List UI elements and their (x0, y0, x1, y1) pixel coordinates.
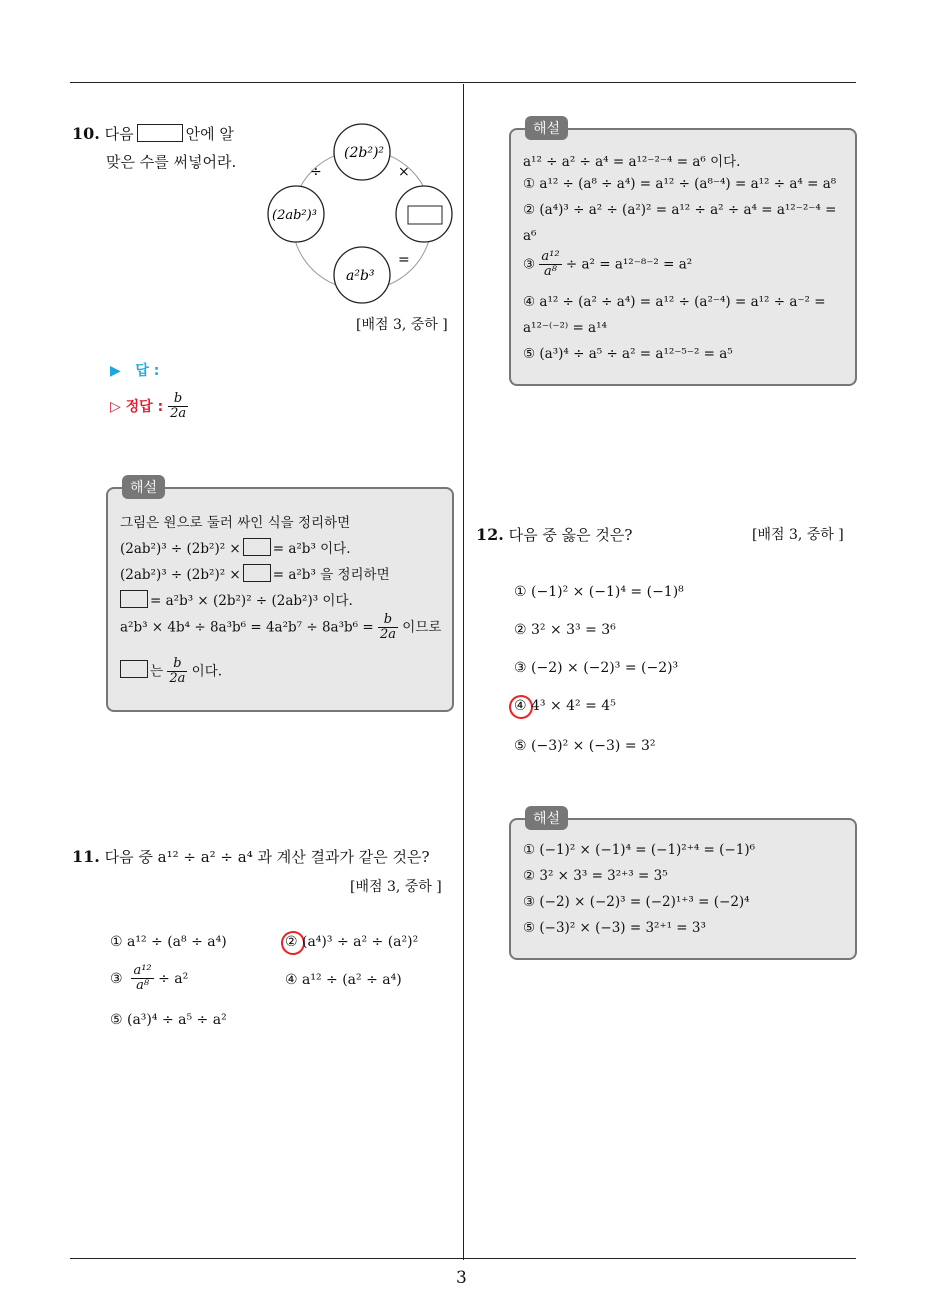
q11-number: 11. (72, 847, 100, 866)
q11-option-3[interactable]: ③ $\frac{\text{a¹²}}{\text{a⁸}}$ ÷ a² (110, 963, 189, 994)
q11-option-1[interactable]: ① a¹² ÷ (a⁸ ÷ a⁴) (110, 934, 227, 950)
bottom-rule (70, 1258, 856, 1259)
q12-option-1[interactable]: ① (−1)² × (−1)⁴ = (−1)⁸ (514, 584, 684, 600)
q11-text: 다음 중 a¹² ÷ a² ÷ a⁴ 과 계산 결과가 같은 것은? (104, 848, 430, 866)
diagram-left-label: (2ab²)³ (272, 208, 317, 223)
diagram-top-label: (2b²)² (344, 145, 385, 161)
q11-sol-line4: a⁶ (523, 228, 537, 244)
q12-sol-line1: ① (−1)² × (−1)⁴ = (−1)²⁺⁴ = (−1)⁶ (523, 842, 755, 858)
q12-sol-line4: ⑤ (−3)² × (−3) = 3²⁺¹ = 3³ (523, 920, 706, 936)
q10-sol-line1: 그림은 원으로 둘러 싸인 식을 정리하면 (120, 515, 351, 531)
q10-sol-line4: = a²b³ × (2b²)² ÷ (2ab²)³ 이다. (120, 589, 353, 609)
q11-option-5[interactable]: ⑤ (a³)⁴ ÷ a⁵ ÷ a² (110, 1012, 227, 1028)
q12-score: [배점 3, 중하 ] (752, 527, 844, 543)
q10-text-a: 다음 (104, 125, 134, 143)
q12-option-4[interactable]: ④ 4³ × 4² = 4⁵ (514, 698, 616, 714)
q12-solution-tab: 해설 (525, 806, 568, 830)
q11-option-2[interactable]: ② (a⁴)³ ÷ a² ÷ (a²)² (285, 934, 419, 950)
q10-sol-line2: (2ab²)³ ÷ (2b²)² × = a²b³ 이다. (120, 537, 351, 557)
diagram-answer-box (408, 206, 442, 224)
q12-number: 12. (476, 525, 504, 544)
q12-text: 다음 중 옳은 것은? (508, 526, 633, 544)
q10-score: [배점 3, 중하 ] (356, 317, 448, 333)
q12-solution-box (509, 811, 857, 960)
q11-question (72, 846, 430, 867)
diagram-bottom-label: a²b³ (346, 268, 375, 284)
q10-correct-line (110, 392, 188, 422)
q11-sol-line2: ① a¹² ÷ (a⁸ ÷ a⁴) = a¹² ÷ (a⁸⁻⁴) = a¹² ÷ a⁴ = a⁸ (523, 176, 837, 192)
q12-option-5[interactable]: ⑤ (−3)² × (−3) = 3² (514, 738, 656, 754)
q10-sol-line6: 는 $\frac{b}{2a}$ 이다. (120, 657, 222, 687)
q10-text-c: 맞은 수를 써넣어라. (106, 153, 237, 171)
diagram-op-div: ÷ (310, 164, 322, 180)
q10-sol-line3: (2ab²)³ ÷ (2b²)² × = a²b³ 을 정리하면 (120, 563, 390, 583)
q11-sol-line8: ⑤ (a³)⁴ ÷ a⁵ ÷ a² = a¹²⁻⁵⁻² = a⁵ (523, 346, 733, 362)
q10-solution-box (106, 480, 454, 712)
q11-solution-tab: 해설 (525, 116, 568, 140)
q12-sol-line2: ② 3² × 3³ = 3²⁺³ = 3⁵ (523, 868, 668, 884)
q11-option-4[interactable]: ④ a¹² ÷ (a² ÷ a⁴) (285, 972, 402, 988)
top-rule (70, 82, 856, 83)
q10-question (72, 120, 236, 176)
q12-option-3[interactable]: ③ (−2) × (−2)³ = (−2)³ (514, 660, 679, 676)
outline-arrow-icon: ▷ (110, 398, 121, 415)
q11-sol-line3: ② (a⁴)³ ÷ a² ÷ (a²)² = a¹² ÷ a² ÷ a⁴ = a¹²⁻²⁻⁴ = (523, 202, 837, 218)
q10-correct-label: 정답 : (125, 398, 164, 415)
q10-correct-fraction: $\frac{b}{2a}$ (170, 391, 187, 422)
q10-sol-line5: a²b³ × 4b⁴ ÷ 8a³b⁶ = 4a²b⁷ ÷ 8a³b⁶ = $\frac{b}{2a}$ 이므로 (120, 612, 442, 643)
diagram-op-mul: × (398, 164, 410, 180)
play-arrow-icon: ▶ (110, 363, 121, 379)
q10-answer-line (110, 360, 159, 380)
q11-sol-line5: ③ $\frac{\text{a¹²}}{\text{a⁸}}$ ÷ a² = a¹²⁻⁸⁻² = a² (523, 249, 693, 280)
q11-solution-box (509, 121, 857, 386)
q10-circle-diagram (266, 120, 456, 305)
q10-solution-tab: 해설 (122, 475, 165, 499)
diagram-op-eq: = (398, 252, 410, 268)
q12-option-2[interactable]: ② 3² × 3³ = 3⁶ (514, 622, 616, 638)
q12-sol-line3: ③ (−2) × (−2)³ = (−2)¹⁺³ = (−2)⁴ (523, 894, 750, 910)
page-number: 3 (456, 1268, 467, 1288)
q10-blank-box (137, 124, 183, 142)
q10-answer-label: 답 : (135, 363, 160, 379)
q10-text-b: 안에 알 (185, 125, 234, 143)
q10-number: 10. (72, 124, 100, 143)
q12-question (476, 524, 632, 545)
q11-sol-line1: a¹² ÷ a² ÷ a⁴ = a¹²⁻²⁻⁴ = a⁶ 이다. (523, 154, 741, 170)
q11-sol-line7: a¹²⁻⁽⁻²⁾ = a¹⁴ (523, 320, 607, 336)
q11-score: [배점 3, 중하 ] (350, 879, 442, 895)
q11-sol-line6: ④ a¹² ÷ (a² ÷ a⁴) = a¹² ÷ (a²⁻⁴) = a¹² ÷ a⁻² = (523, 294, 826, 310)
column-divider (463, 84, 464, 1260)
